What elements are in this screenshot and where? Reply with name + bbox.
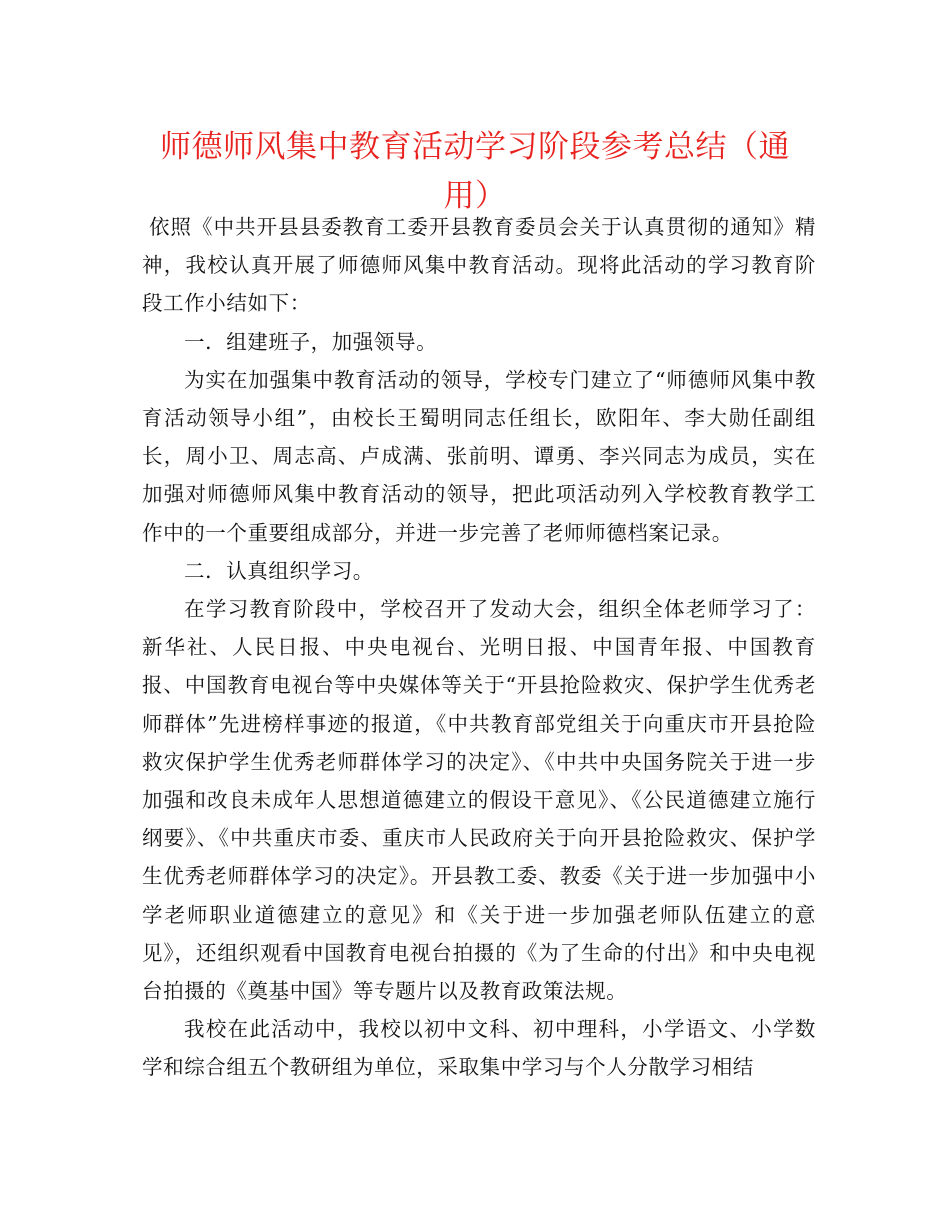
section-heading-2: 二．认真组织学习。 — [184, 558, 374, 583]
document-title: 师德师风集中教育活动学习阶段参考总结（通用） — [160, 129, 790, 214]
document-body — [142, 208, 816, 1087]
paragraph-intro: 依照《中共开县县委教育工委开县教育委员会关于认真贯彻的通知》精神，我校认真开展了师德师风集中教育活动。现将此活动的学习教育阶段工作小结如下： — [142, 215, 816, 316]
paragraph-groups: 我校在此活动中，我校以初中文科、初中理科，小学语文、小学数学和综合组五个教研组为单位，采取集中学习与个人分散学习相结 — [142, 1017, 816, 1080]
section-heading-1: 一．组建班子，加强领导。 — [184, 329, 438, 354]
paragraph-leadership: 为实在加强集中教育活动的领导，学校专门建立了“师德师风集中教育活动领导小组”，由校长王蜀明同志任组长，欧阳年、李大勋任副组长，周小卫、周志高、卢成满、张前明、谭勇、李兴同志为成员，实在加强对师德师风集中教育活动的领导，把此项活动列入学校教育教学工作中的一个重要组成部分，并进一步完善了老师师德档案记录。 — [142, 367, 816, 545]
paragraph-study: 在学习教育阶段中，学校召开了发动大会，组织全体老师学习了：新华社、人民日报、中央电视台、光明日报、中国青年报、中国教育报、中国教育电视台等中央媒体等关于“开县抢险救灾、保护学生优秀老师群体”先进榜样事迹的报道，《中共教育部党组关于向重庆市开县抢险救灾保护学生优秀老师群体学习的决定》、《中共中央国务院关于进一步加强和改良未成年人思想道德建立的假设干意见》、《公民道德建立施行纲要》、《中共重庆市委、重庆市人民政府关于向开县抢险救灾、保护学生优秀老师群体学习的决定》。开县教工委、教委《关于进一步加强中小学老师职业道德建立的意见》和《关于进一步加强老师队伍建立的意见》，还组织观看中国教育电视台拍摄的《为了生命的付出》和中央电视台拍摄的《奠基中国》等专题片以及教育政策法规。 — [142, 597, 816, 1004]
